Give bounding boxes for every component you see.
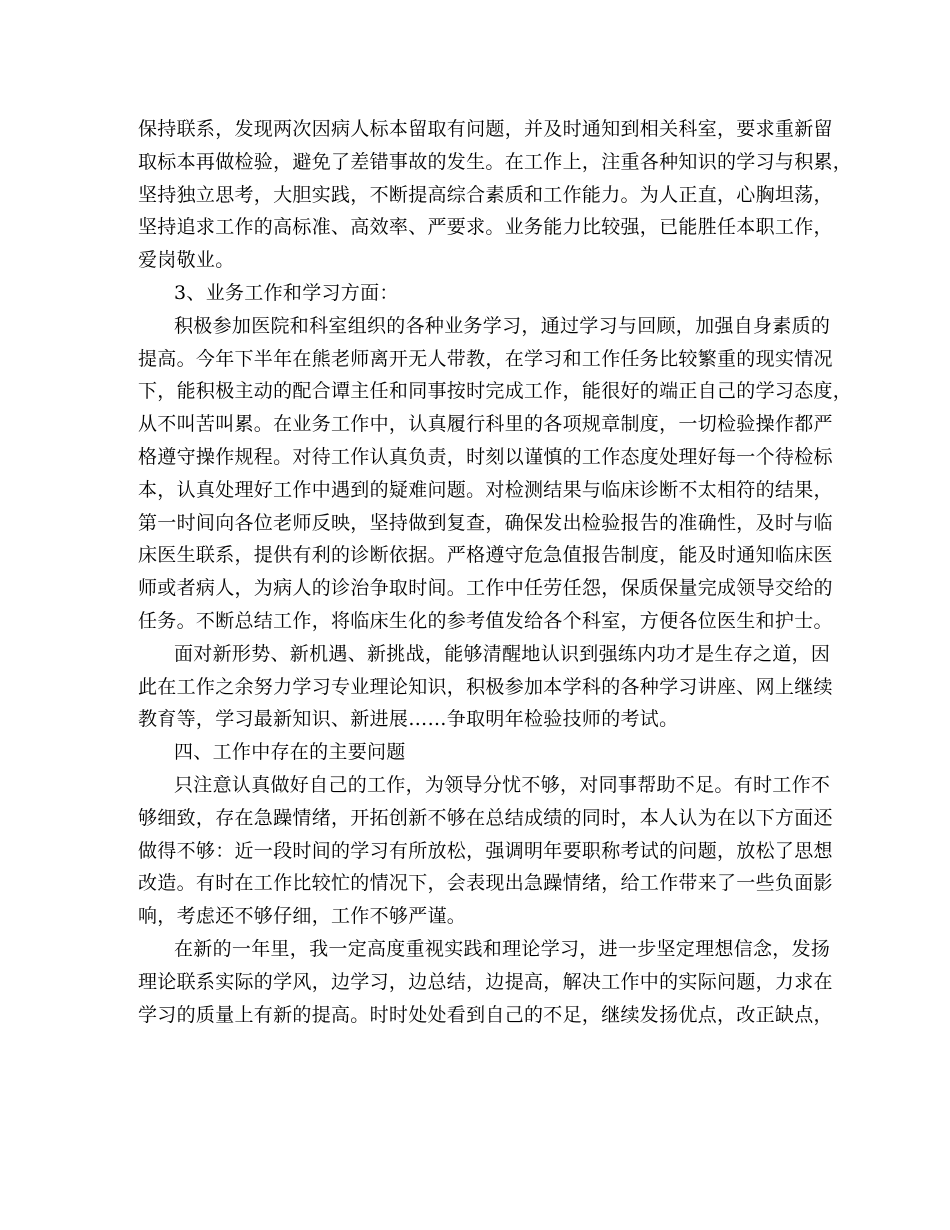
text-line: 本，认真处理好工作中遇到的疑难问题。对检测结果与临床诊断不太相符的结果， — [138, 478, 833, 501]
text-line: 格遵守操作规程。对待工作认真负责，时刻以谨慎的工作态度处理好每一个待检标 — [138, 445, 833, 468]
text-line: 此在工作之余努力学习专业理论知识，积极参加本学科的各种学习讲座、网上继续 — [138, 675, 833, 698]
text-line: 响，考虑还不够仔细，工作不够严谨。 — [138, 905, 467, 928]
text-line: 积极参加医院和科室组织的各种业务学习，通过学习与回顾，加强自身素质的 — [174, 314, 831, 337]
text-line: 取标本再做检验，避免了差错事故的发生。在工作上，注重各种知识的学习与积累， — [138, 150, 853, 173]
text-line: 四、工作中存在的主要问题 — [174, 741, 406, 764]
text-line: 够细致，存在急躁情绪，开拓创新不够在总结成绩的同时，本人认为在以下方面还 — [138, 806, 833, 829]
text-line: 床医生联系，提供有利的诊断依据。严格遵守危急值报告制度，能及时通知临床医 — [138, 544, 833, 567]
text-line: 从不叫苦叫累。在业务工作中，认真履行科里的各项规章制度，一切检验操作都严 — [138, 413, 833, 436]
document-body — [138, 113, 853, 1031]
text-line: 保持联系，发现两次因病人标本留取有问题，并及时通知到相关科室，要求重新留 — [138, 118, 833, 140]
text-line: 爱岗敬业。 — [138, 249, 235, 272]
text-line: 做得不够：近一段时间的学习有所放松，强调明年要职称考试的问题，放松了思想 — [138, 839, 833, 862]
text-line: 理论联系实际的学风，边学习，边总结，边提高，解决工作中的实际问题，力求在 — [138, 970, 833, 993]
text-line: 面对新形势、新机遇、新挑战，能够清醒地认识到强练内功才是生存之道，因 — [174, 642, 831, 665]
text-line: 改造。有时在工作比较忙的情况下，会表现出急躁情绪，给工作带来了一些负面影 — [138, 872, 833, 895]
text-line: 提高。今年下半年在熊老师离开无人带教，在学习和工作任务比较繁重的现实情况 — [138, 347, 833, 370]
text-line: 教育等，学习最新知识、新进展……争取明年检验技师的考试。 — [138, 708, 679, 731]
text-line: 任务。不断总结工作，将临床生化的参考值发给各个科室，方便各位医生和护士。 — [138, 609, 833, 632]
text-line: 坚持追求工作的高标准、高效率、严要求。业务能力比较强，已能胜任本职工作， — [138, 216, 833, 239]
text-line: 学习的质量上有新的提高。时时处处看到自己的不足，继续发扬优点，改正缺点， — [138, 1003, 833, 1026]
text-line: 下，能积极主动的配合谭主任和同事按时完成工作，能很好的端正自己的学习态度， — [138, 380, 853, 403]
text-line: 3、业务工作和学习方面： — [174, 281, 399, 304]
text-line: 师或者病人，为病人的诊治争取时间。工作中任劳任怨，保质保量完成领导交给的 — [138, 577, 833, 600]
text-line: 只注意认真做好自己的工作，为领导分忧不够，对同事帮助不足。有时工作不 — [174, 773, 831, 796]
text-line: 坚持独立思考，大胆实践，不断提高综合素质和工作能力。为人正直，心胸坦荡， — [138, 183, 833, 206]
text-line: 第一时间向各位老师反映，坚持做到复查，确保发出检验报告的准确性，及时与临 — [138, 511, 833, 534]
text-line: 在新的一年里，我一定高度重视实践和理论学习，进一步坚定理想信念，发扬 — [174, 937, 831, 960]
